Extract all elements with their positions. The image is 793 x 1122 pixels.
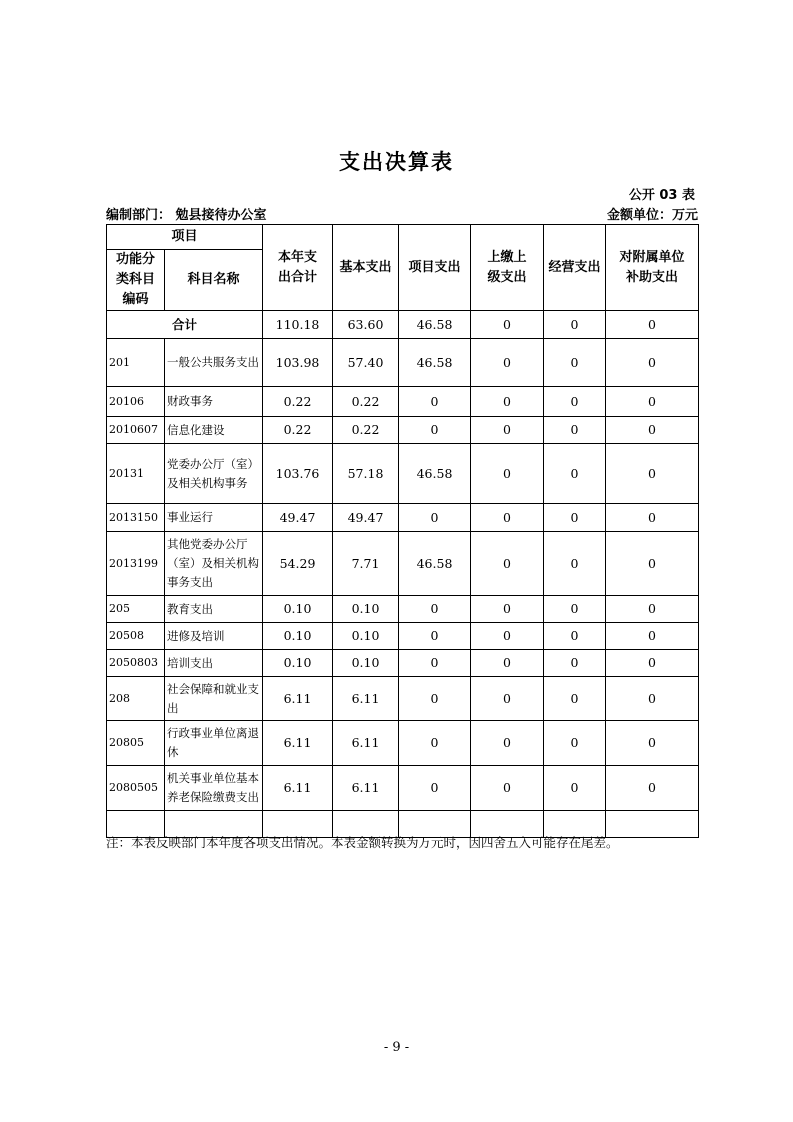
row-subsidy: 0: [606, 387, 699, 417]
row-upper: 0: [471, 532, 544, 596]
row-name: 党委办公厅（室）及相关机构事务: [165, 444, 263, 504]
header-name: 科目名称: [165, 250, 263, 311]
row-business: 0: [544, 650, 606, 677]
table-row: [107, 766, 699, 811]
row-code: 2010607: [107, 417, 165, 444]
row-business: 0: [544, 532, 606, 596]
row-code: 2013150: [107, 504, 165, 532]
row-subsidy: 0: [606, 677, 699, 721]
row-total: 0.10: [263, 596, 333, 623]
table-row: [107, 623, 699, 650]
row-business: 0: [544, 504, 606, 532]
row-code: 201: [107, 339, 165, 387]
header-code: [107, 250, 165, 311]
row-name: 其他党委办公厅（室）及相关机构事务支出: [165, 532, 263, 596]
table-row: [107, 650, 699, 677]
header-item: 项目支出: [399, 225, 471, 311]
row-subsidy: 0: [606, 766, 699, 811]
row-total: 0.10: [263, 623, 333, 650]
header-row-1: [107, 225, 699, 250]
row-upper: 0: [471, 596, 544, 623]
row-basic: 0.10: [333, 623, 399, 650]
row-total: 6.11: [263, 766, 333, 811]
row-code: 2050803: [107, 650, 165, 677]
table-row: [107, 339, 699, 387]
row-subsidy: 0: [606, 650, 699, 677]
row-subsidy: 0: [606, 504, 699, 532]
row-item: 46.58: [399, 444, 471, 504]
row-business: 0: [544, 623, 606, 650]
row-code: 20131: [107, 444, 165, 504]
row-total: 49.47: [263, 504, 333, 532]
page-title: 支出决算表: [339, 150, 454, 174]
row-business: 0: [544, 387, 606, 417]
row-name: 社会保障和就业支出: [165, 677, 263, 721]
row-basic: 0.10: [333, 650, 399, 677]
row-basic: 57.40: [333, 339, 399, 387]
row-business: 0: [544, 444, 606, 504]
department-label: 编制部门： 勉县接待办公室: [106, 208, 267, 223]
expenditure-table: [106, 224, 699, 838]
row-code: 20508: [107, 623, 165, 650]
row-upper: 0: [471, 387, 544, 417]
row-item: 0: [399, 623, 471, 650]
row-total: 6.11: [263, 721, 333, 766]
row-name: 信息化建设: [165, 417, 263, 444]
row-upper: 0: [471, 339, 544, 387]
row-item: 0: [399, 387, 471, 417]
header-business: 经营支出: [544, 225, 606, 311]
row-upper: 0: [471, 623, 544, 650]
row-total: 0.10: [263, 650, 333, 677]
header-upper: [471, 225, 544, 311]
row-basic: 7.71: [333, 532, 399, 596]
row-total: 6.11: [263, 677, 333, 721]
total-label: 合计: [107, 311, 263, 339]
row-code: 20805: [107, 721, 165, 766]
header-subsidy-label: 对附属单位补助支出: [619, 249, 685, 285]
row-item: 0: [399, 650, 471, 677]
row-total: 0.22: [263, 387, 333, 417]
header-basic: 基本支出: [333, 225, 399, 311]
row-item: 0: [399, 766, 471, 811]
row-basic: 6.11: [333, 677, 399, 721]
row-name: 事业运行: [165, 504, 263, 532]
row-item: 46.58: [399, 339, 471, 387]
row-basic: 0.22: [333, 387, 399, 417]
row-business: 0: [544, 677, 606, 721]
row-subsidy: 0: [606, 596, 699, 623]
row-upper: 0: [471, 677, 544, 721]
row-item: 46.58: [399, 532, 471, 596]
row-name: 一般公共服务支出: [165, 339, 263, 387]
row-upper: 0: [471, 504, 544, 532]
row-name: 财政事务: [165, 387, 263, 417]
total-cell-subsidy: 0: [606, 311, 699, 339]
row-basic: 0.10: [333, 596, 399, 623]
amount-unit-label: 金额单位：万元: [606, 208, 698, 223]
row-total: 54.29: [263, 532, 333, 596]
header-project: 项目: [107, 225, 263, 250]
row-total: 103.98: [263, 339, 333, 387]
row-item: 0: [399, 596, 471, 623]
header-subsidy: [606, 225, 699, 311]
table-row: [107, 532, 699, 596]
row-upper: 0: [471, 766, 544, 811]
header-upper-label: 上缴上级支出: [487, 249, 527, 285]
row-name: 机关事业单位基本养老保险缴费支出: [165, 766, 263, 811]
row-code: 20106: [107, 387, 165, 417]
row-total: 103.76: [263, 444, 333, 504]
total-cell-item: 46.58: [399, 311, 471, 339]
row-upper: 0: [471, 650, 544, 677]
row-basic: 6.11: [333, 721, 399, 766]
row-business: 0: [544, 596, 606, 623]
footnote: 注：本表反映部门本年度各项支出情况。本表金额转换为万元时，因四舍五入可能存在尾差。: [106, 835, 619, 850]
total-cell-business: 0: [544, 311, 606, 339]
row-total: 0.22: [263, 417, 333, 444]
row-code: 205: [107, 596, 165, 623]
row-upper: 0: [471, 444, 544, 504]
table-row: [107, 721, 699, 766]
row-business: 0: [544, 417, 606, 444]
table-row: [107, 596, 699, 623]
row-upper: 0: [471, 417, 544, 444]
header-code-label: 功能分类科目编码: [115, 252, 155, 307]
row-code: 208: [107, 677, 165, 721]
row-basic: 0.22: [333, 417, 399, 444]
row-business: 0: [544, 766, 606, 811]
row-name: 培训支出: [165, 650, 263, 677]
row-item: 0: [399, 504, 471, 532]
page-number: - 9 -: [383, 1040, 410, 1055]
row-upper: 0: [471, 721, 544, 766]
row-code: 2080505: [107, 766, 165, 811]
total-cell-upper: 0: [471, 311, 544, 339]
table-row: [107, 504, 699, 532]
total-cell-total: 110.18: [263, 311, 333, 339]
row-item: 0: [399, 677, 471, 721]
row-subsidy: 0: [606, 417, 699, 444]
row-business: 0: [544, 721, 606, 766]
total-cell-basic: 63.60: [333, 311, 399, 339]
total-row: [107, 311, 699, 339]
row-basic: 49.47: [333, 504, 399, 532]
header-total-label: 本年支出合计: [278, 249, 318, 285]
row-code: 2013199: [107, 532, 165, 596]
table-row: [107, 417, 699, 444]
row-subsidy: 0: [606, 444, 699, 504]
row-basic: 6.11: [333, 766, 399, 811]
row-name: 行政事业单位离退休: [165, 721, 263, 766]
table-row: [107, 387, 699, 417]
row-subsidy: 0: [606, 721, 699, 766]
empty-cell: [606, 811, 699, 838]
row-business: 0: [544, 339, 606, 387]
row-item: 0: [399, 721, 471, 766]
table-row: [107, 444, 699, 504]
row-name: 教育支出: [165, 596, 263, 623]
meta-row: [106, 204, 698, 222]
row-item: 0: [399, 417, 471, 444]
row-subsidy: 0: [606, 532, 699, 596]
row-basic: 57.18: [333, 444, 399, 504]
header-total: [263, 225, 333, 311]
row-subsidy: 0: [606, 339, 699, 387]
table-number: 公开 03 表: [628, 188, 695, 203]
row-name: 进修及培训: [165, 623, 263, 650]
table-row: [107, 677, 699, 721]
row-subsidy: 0: [606, 623, 699, 650]
